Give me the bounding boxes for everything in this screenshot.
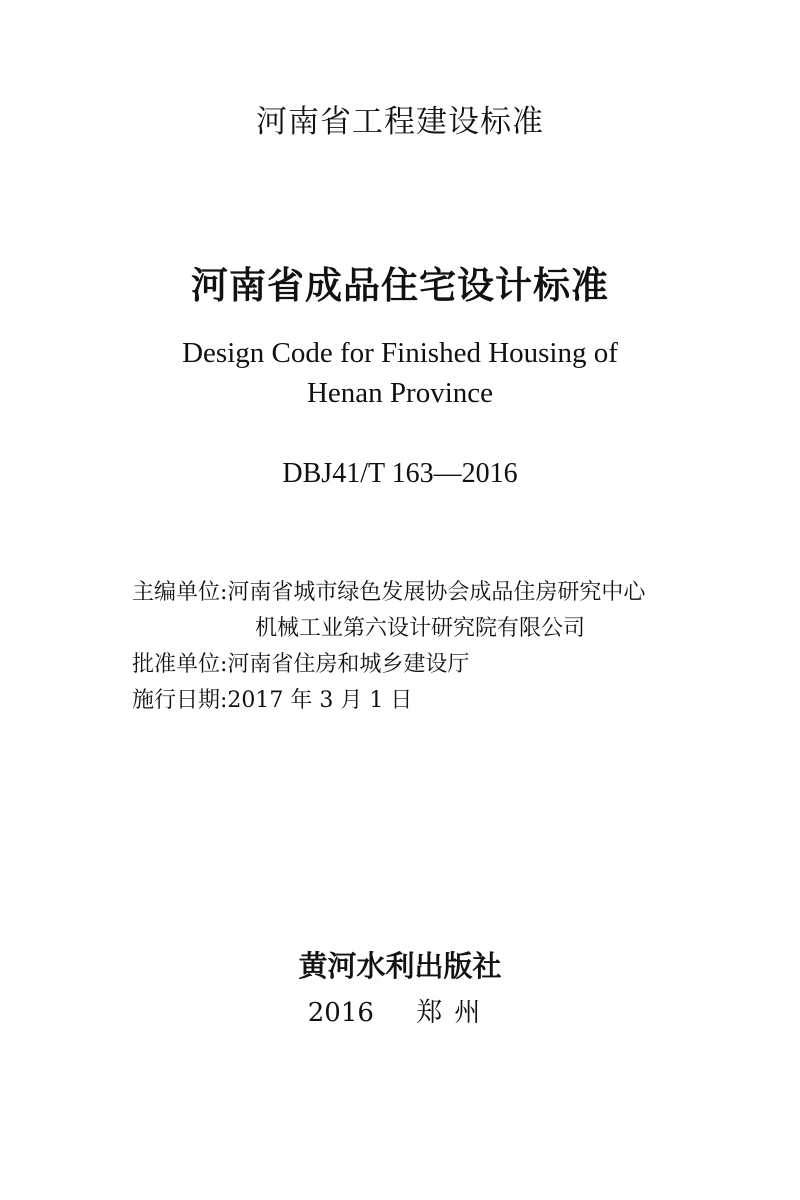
series-title: 河南省工程建设标准 (256, 104, 544, 140)
info-block (132, 575, 645, 719)
editor-row (132, 575, 645, 611)
publisher-name: 黄河水利出版社 (298, 949, 502, 983)
approver-row (132, 647, 645, 683)
effective-date-label: 施行日期: (132, 688, 228, 713)
title-en-line-2: Henan Province (306, 377, 494, 409)
standard-code: DBJ41/T 163—2016 (282, 458, 518, 489)
document-title-chinese: 河南省成品住宅设计标准 (191, 263, 609, 307)
approver-label: 批准单位: (132, 652, 228, 677)
publication-year: 2016 (307, 998, 374, 1028)
publication-city: 郑州 (416, 998, 493, 1028)
publication-line (0, 992, 800, 1029)
editor-label: 主编单位: (132, 580, 228, 605)
document-title-english (0, 333, 800, 413)
editor-value-1: 河南省城市绿色发展协会成品住房研究中心 (227, 580, 646, 605)
effective-date-row (132, 683, 645, 719)
approver-value: 河南省住房和城乡建设厅 (227, 652, 470, 677)
editor-row-continued (132, 611, 645, 647)
title-en-line-1: Design Code for Finished Housing of (182, 337, 618, 369)
editor-value-2: 机械工业第六设计研究院有限公司 (255, 616, 586, 641)
effective-date-value: 2017 年 3 月 1 日 (227, 688, 413, 713)
